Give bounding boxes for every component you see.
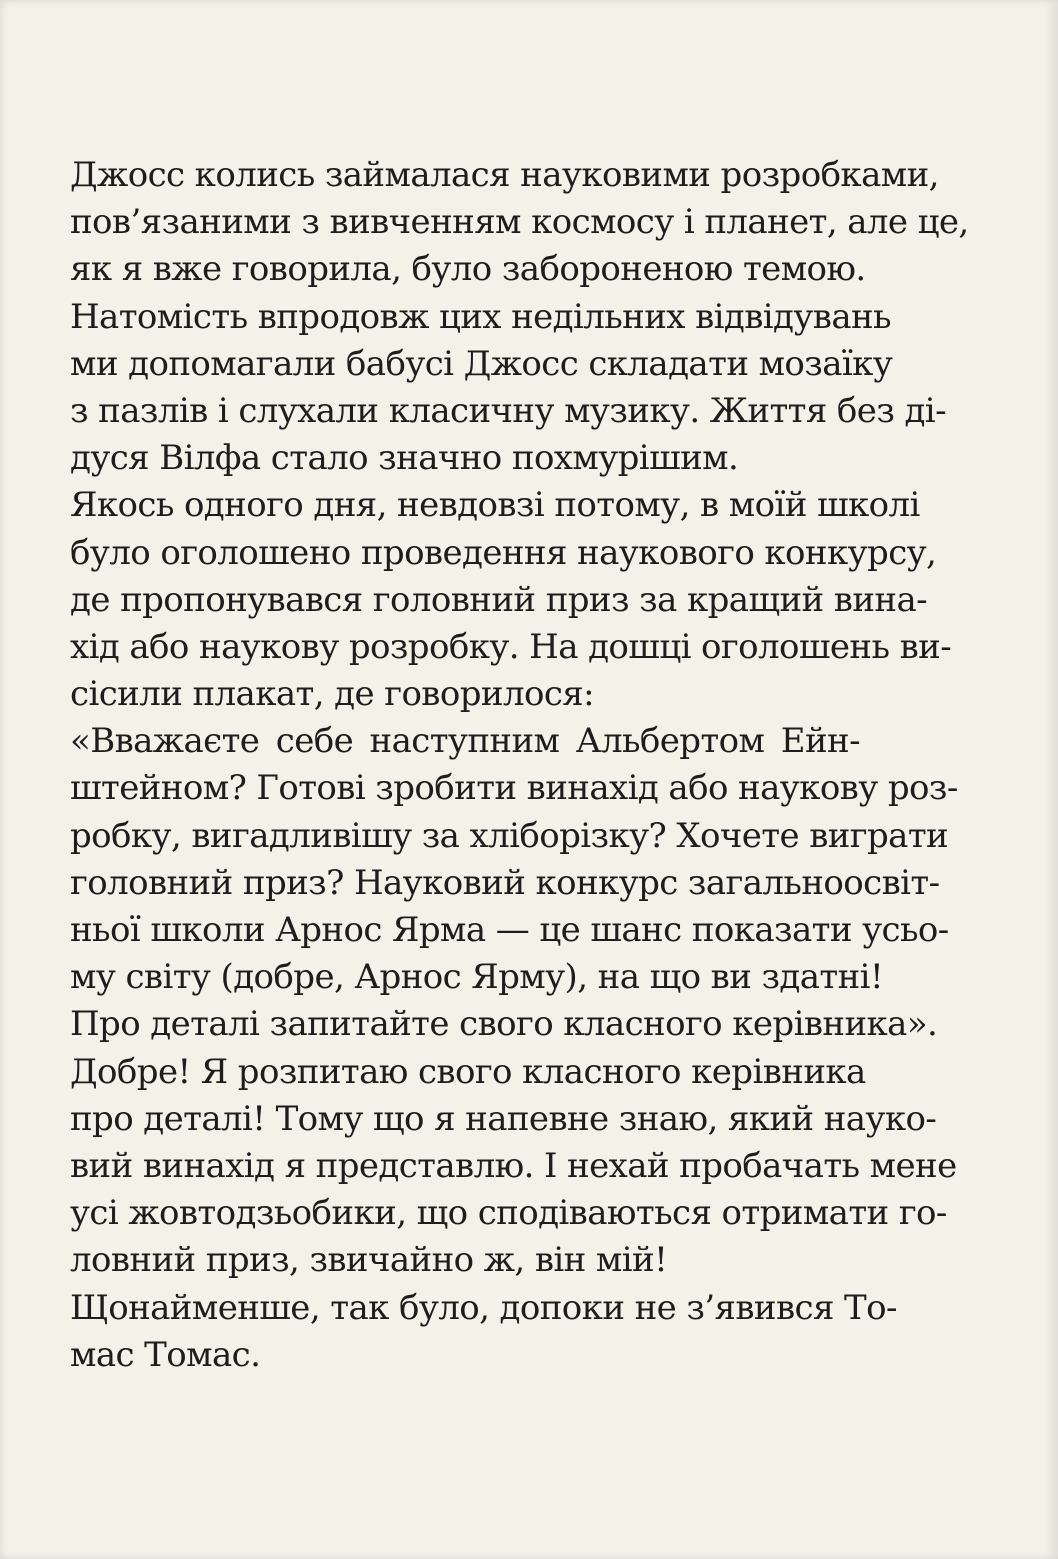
text-line-20: Добре! Я розпитаю свого класного керівника [70, 1051, 866, 1092]
text-line-19: Про деталі запитайте свого класного керівника». [70, 1004, 938, 1045]
text-line-3: як я вже говорила, було забороненою темою. [70, 249, 866, 290]
text-line-2: пов’язаними з вивченням космосу і планет, але це, [70, 202, 969, 243]
text-line-9: було оголошено проведення наукового конкурсу, [70, 532, 937, 573]
text-line-23: усі жовтодзьобики, що сподіваються отримати го- [70, 1193, 947, 1234]
text-line-7: дуся Вілфа стало значно похмурішим. [70, 438, 739, 479]
text-line-21: про деталі! Тому що я напевне знаю, який науко- [70, 1098, 937, 1139]
text-line-17: ньої школи Арнос Ярма — це шанс показати усьо- [70, 910, 949, 950]
text-line-11: хід або наукову розробку. На дошці оголошень ви- [70, 626, 952, 667]
text-line-22: вий винахід я представлю. І нехай пробачать мене [70, 1145, 957, 1186]
text-line-16: головний приз? Науковий конкурс загальноосвіт- [70, 862, 940, 903]
text-line-8: Якось одного дня, невдовзі потому, в моїй школі [70, 485, 920, 526]
text-line-24: ловний приз, звичайно ж, він мій! [70, 1240, 668, 1281]
text-line-18: му світу (добре, Арнос Ярму), на що ви здатні! [70, 957, 884, 998]
text-line-25: Щонайменше, так було, допоки не з’явився То- [70, 1287, 897, 1328]
text-line-1: Джосс колись займалася науковими розробками, [70, 155, 939, 195]
page-body-text [70, 152, 969, 1379]
text-line-10: де пропонувався головний приз за кращий вина- [70, 579, 928, 620]
text-line-13: «Вважаєте себе наступним Альбертом Ейн- [70, 721, 860, 762]
text-line-6: з пазлів і слухали класичну музику. Життя без ді- [70, 390, 946, 431]
text-line-4: Натомість впродовж цих недільних відвідувань [70, 296, 891, 337]
text-line-26: мас Томас. [70, 1334, 261, 1375]
text-line-5: ми допомагали бабусі Джосс складати мозаїку [70, 343, 893, 384]
text-line-14: штейном? Готові зробити винахід або наукову роз- [70, 768, 958, 809]
text-line-12: сісили плакат, де говорилося: [70, 674, 594, 715]
text-line-15: робку, вигадливішу за хліборізку? Хочете виграти [70, 815, 949, 856]
